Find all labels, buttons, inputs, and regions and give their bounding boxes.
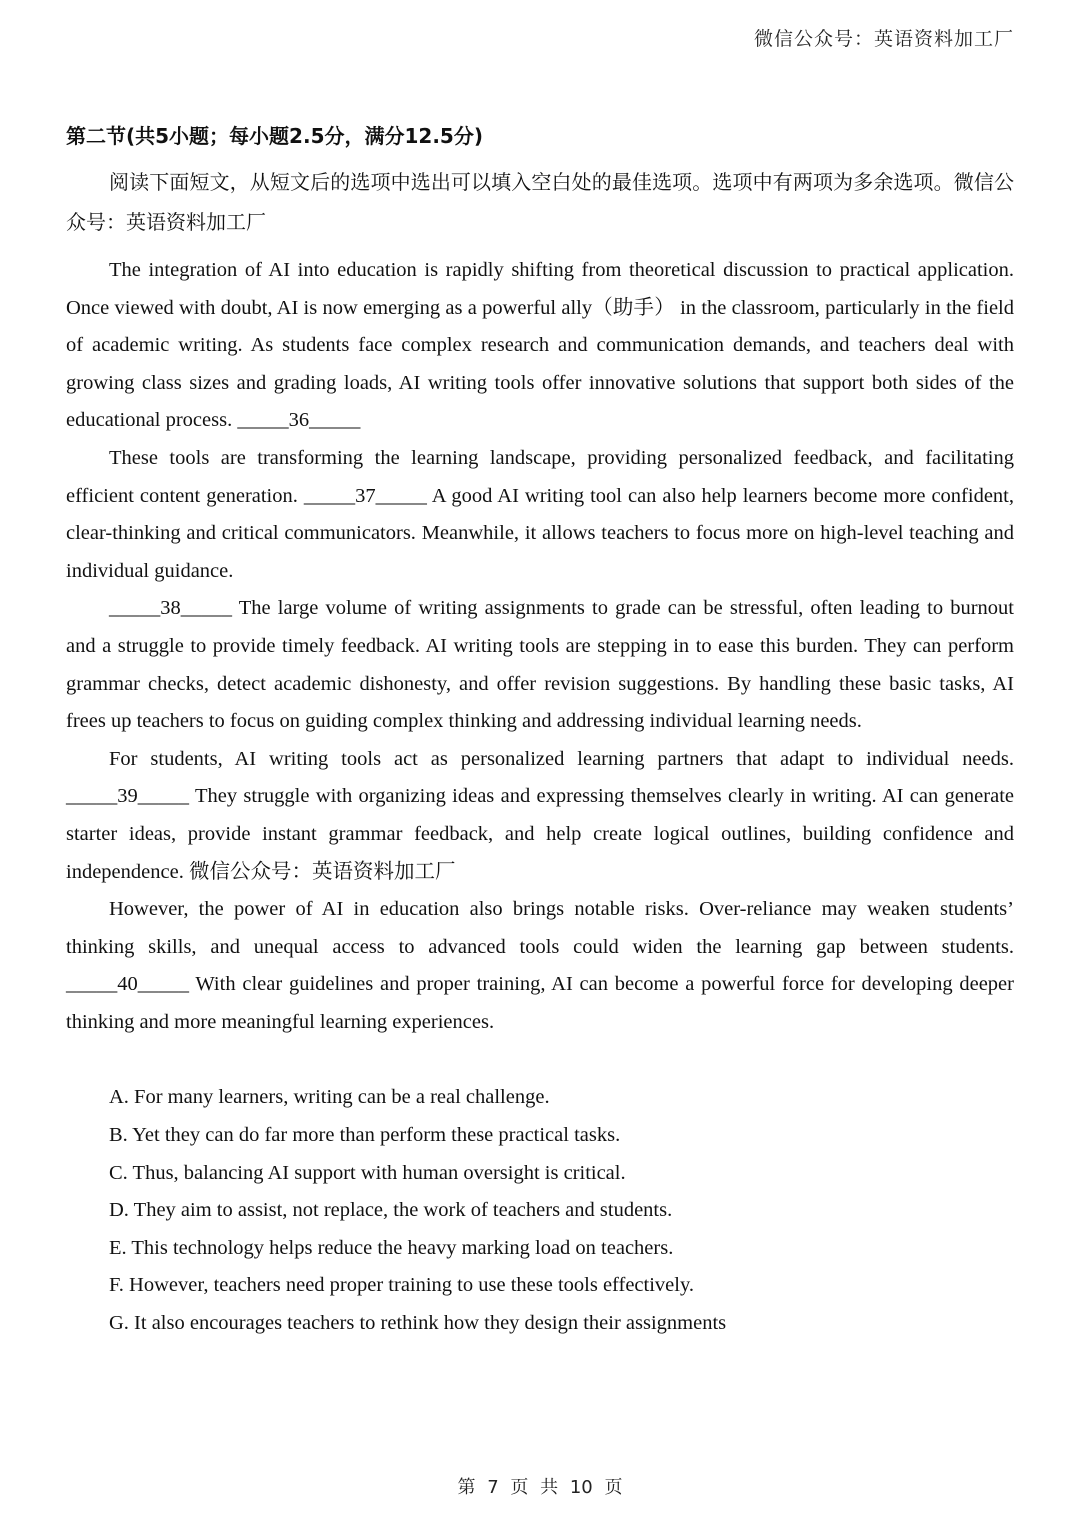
passage-paragraph-1: The integration of AI into education is rapidly shifting from theoretical discussion to practical application. Once viewed with doubt, AI is now emerging as a powerful ally（助手） in the classroom, particularly in the field of academic writing. As students face complex research and communication demands, and teachers deal with growing class sizes and grading loads, AI writing tools offer innovative solutions that support both sides of the educational process. _____36_____ <box>66 259 1014 432</box>
option-e: E. This technology helps reduce the heavy marking load on teachers. <box>109 1236 674 1259</box>
options-list <box>66 1079 1014 1342</box>
header-watermark: 微信公众号：英语资料加工厂 <box>753 28 1014 50</box>
option-d: D. They aim to assist, not replace, the work of teachers and students. <box>109 1199 673 1222</box>
page-body <box>66 120 1014 1343</box>
passage-paragraph-4: For students, AI writing tools act as personalized learning partners that adapt to individual needs. _____39_____ They struggle with organizing ideas and expressing themselves clearly in writing. AI can generate starter ideas, provide instant grammar feedback, and help create logical outlines, building confidence and independence. 微信公众号：英语资料加工厂 <box>66 747 1014 883</box>
option-a: A. For many learners, writing can be a real challenge. <box>109 1086 550 1109</box>
option-b: B. Yet they can do far more than perform these practical tasks. <box>109 1124 621 1147</box>
passage-paragraph-5: However, the power of AI in education also brings notable risks. Over-reliance may weaken students’ thinking skills, and unequal access to advanced tools could widen the learning gap between students. _____40_____ With clear guidelines and proper training, AI can become a powerful force for developing deeper thinking and more meaningful learning experiences. <box>66 898 1014 1033</box>
passage-paragraph-2: These tools are transforming the learning landscape, providing personalized feedback, and facilitating efficient content generation. _____37_____ A good AI writing tool can also help learners become more confident, clear-thinking and critical communicators. Meanwhile, it allows teachers to focus more on high-level teaching and individual guidance. <box>66 446 1014 582</box>
section-title: 第二节(共5小题；每小题2.5分，满分12.5分) <box>66 124 483 148</box>
instructions: 阅读下面短文，从短文后的选项中选出可以填入空白处的最佳选项。选项中有两项为多余选项。微信公众号：英语资料加工厂 <box>66 170 1014 234</box>
option-c: C. Thus, balancing AI support with human oversight is critical. <box>109 1161 626 1184</box>
page-number: 第 7 页 共 10 页 <box>457 1477 623 1498</box>
option-f: F. However, teachers need proper training to use these tools effectively. <box>109 1274 695 1297</box>
passage-paragraph-3: _____38_____ The large volume of writing assignments to grade can be stressful, often leading to burnout and a struggle to provide timely feedback. AI writing tools are stepping in to ease this burden. They can perform grammar checks, detect academic dishonesty, and offer revision suggestions. By handling these basic tasks, AI frees up teachers to focus on guiding complex thinking and addressing individual learning needs. <box>66 597 1014 733</box>
option-g: G. It also encourages teachers to rethink how they design their assignments <box>109 1312 727 1335</box>
